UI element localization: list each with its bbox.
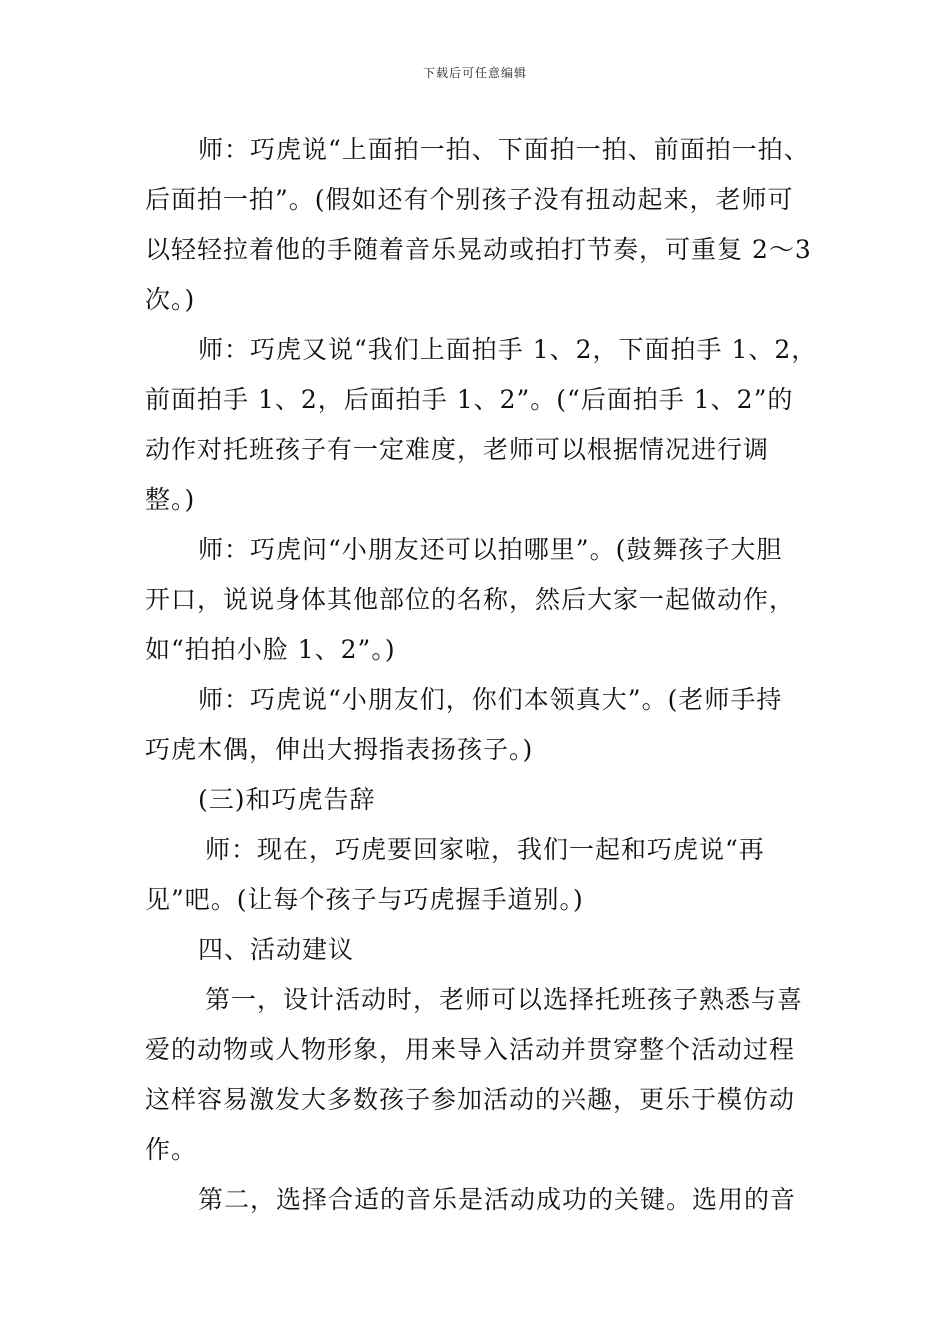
text-line: 次。): [145, 285, 196, 314]
text-line: 第一，设计活动时，老师可以选择托班孩子熟悉与喜: [205, 985, 804, 1014]
text-line: 以轻轻拉着他的手随着音乐晃动或拍打节奏，可重复 2～3: [145, 235, 812, 264]
section-heading: 四、活动建议: [198, 935, 355, 964]
text-line: 作。: [145, 1135, 198, 1164]
text-line: 师：巧虎说“小朋友们，你们本领真大”。(老师手持: [198, 685, 783, 714]
text-line: 前面拍手 1、2，后面拍手 1、2”。(“后面拍手 1、2”的: [145, 385, 794, 414]
text-line: 师：巧虎又说“我们上面拍手 1、2，下面拍手 1、2，: [198, 335, 818, 364]
text-line: 动作对托班孩子有一定难度，老师可以根据情况进行调: [145, 435, 770, 464]
text-line: 师：巧虎问“小朋友还可以拍哪里”。(鼓舞孩子大胆: [198, 535, 783, 564]
page-header: 下载后可任意编辑: [422, 66, 527, 80]
text-line: 这样容易激发大多数孩子参加活动的兴趣，更乐于模仿动: [145, 1085, 796, 1114]
section-heading: (三)和巧虎告辞: [198, 785, 376, 814]
text-line: 后面拍一拍”。(假如还有个别孩子没有扭动起来，老师可: [145, 185, 794, 214]
text-line: 第二，选择合适的音乐是活动成功的关键。选用的音: [198, 1185, 797, 1214]
text-line: 师：巧虎说“上面拍一拍、下面拍一拍、前面拍一拍、: [198, 135, 810, 164]
text-line: 如“拍拍小脸 1、2”。): [145, 635, 396, 664]
text-line: 见”吧。(让每个孩子与巧虎握手道别。): [145, 885, 584, 914]
text-line: 巧虎木偶，伸出大拇指表扬孩子。): [145, 735, 534, 764]
text-line: 整。): [145, 485, 196, 514]
text-line: 爱的动物或人物形象，用来导入活动并贯穿整个活动过程: [145, 1035, 796, 1064]
text-line: 开口，说说身体其他部位的名称，然后大家一起做动作，: [145, 585, 796, 614]
text-line: 师：现在，巧虎要回家啦，我们一起和巧虎说“再: [205, 835, 765, 864]
